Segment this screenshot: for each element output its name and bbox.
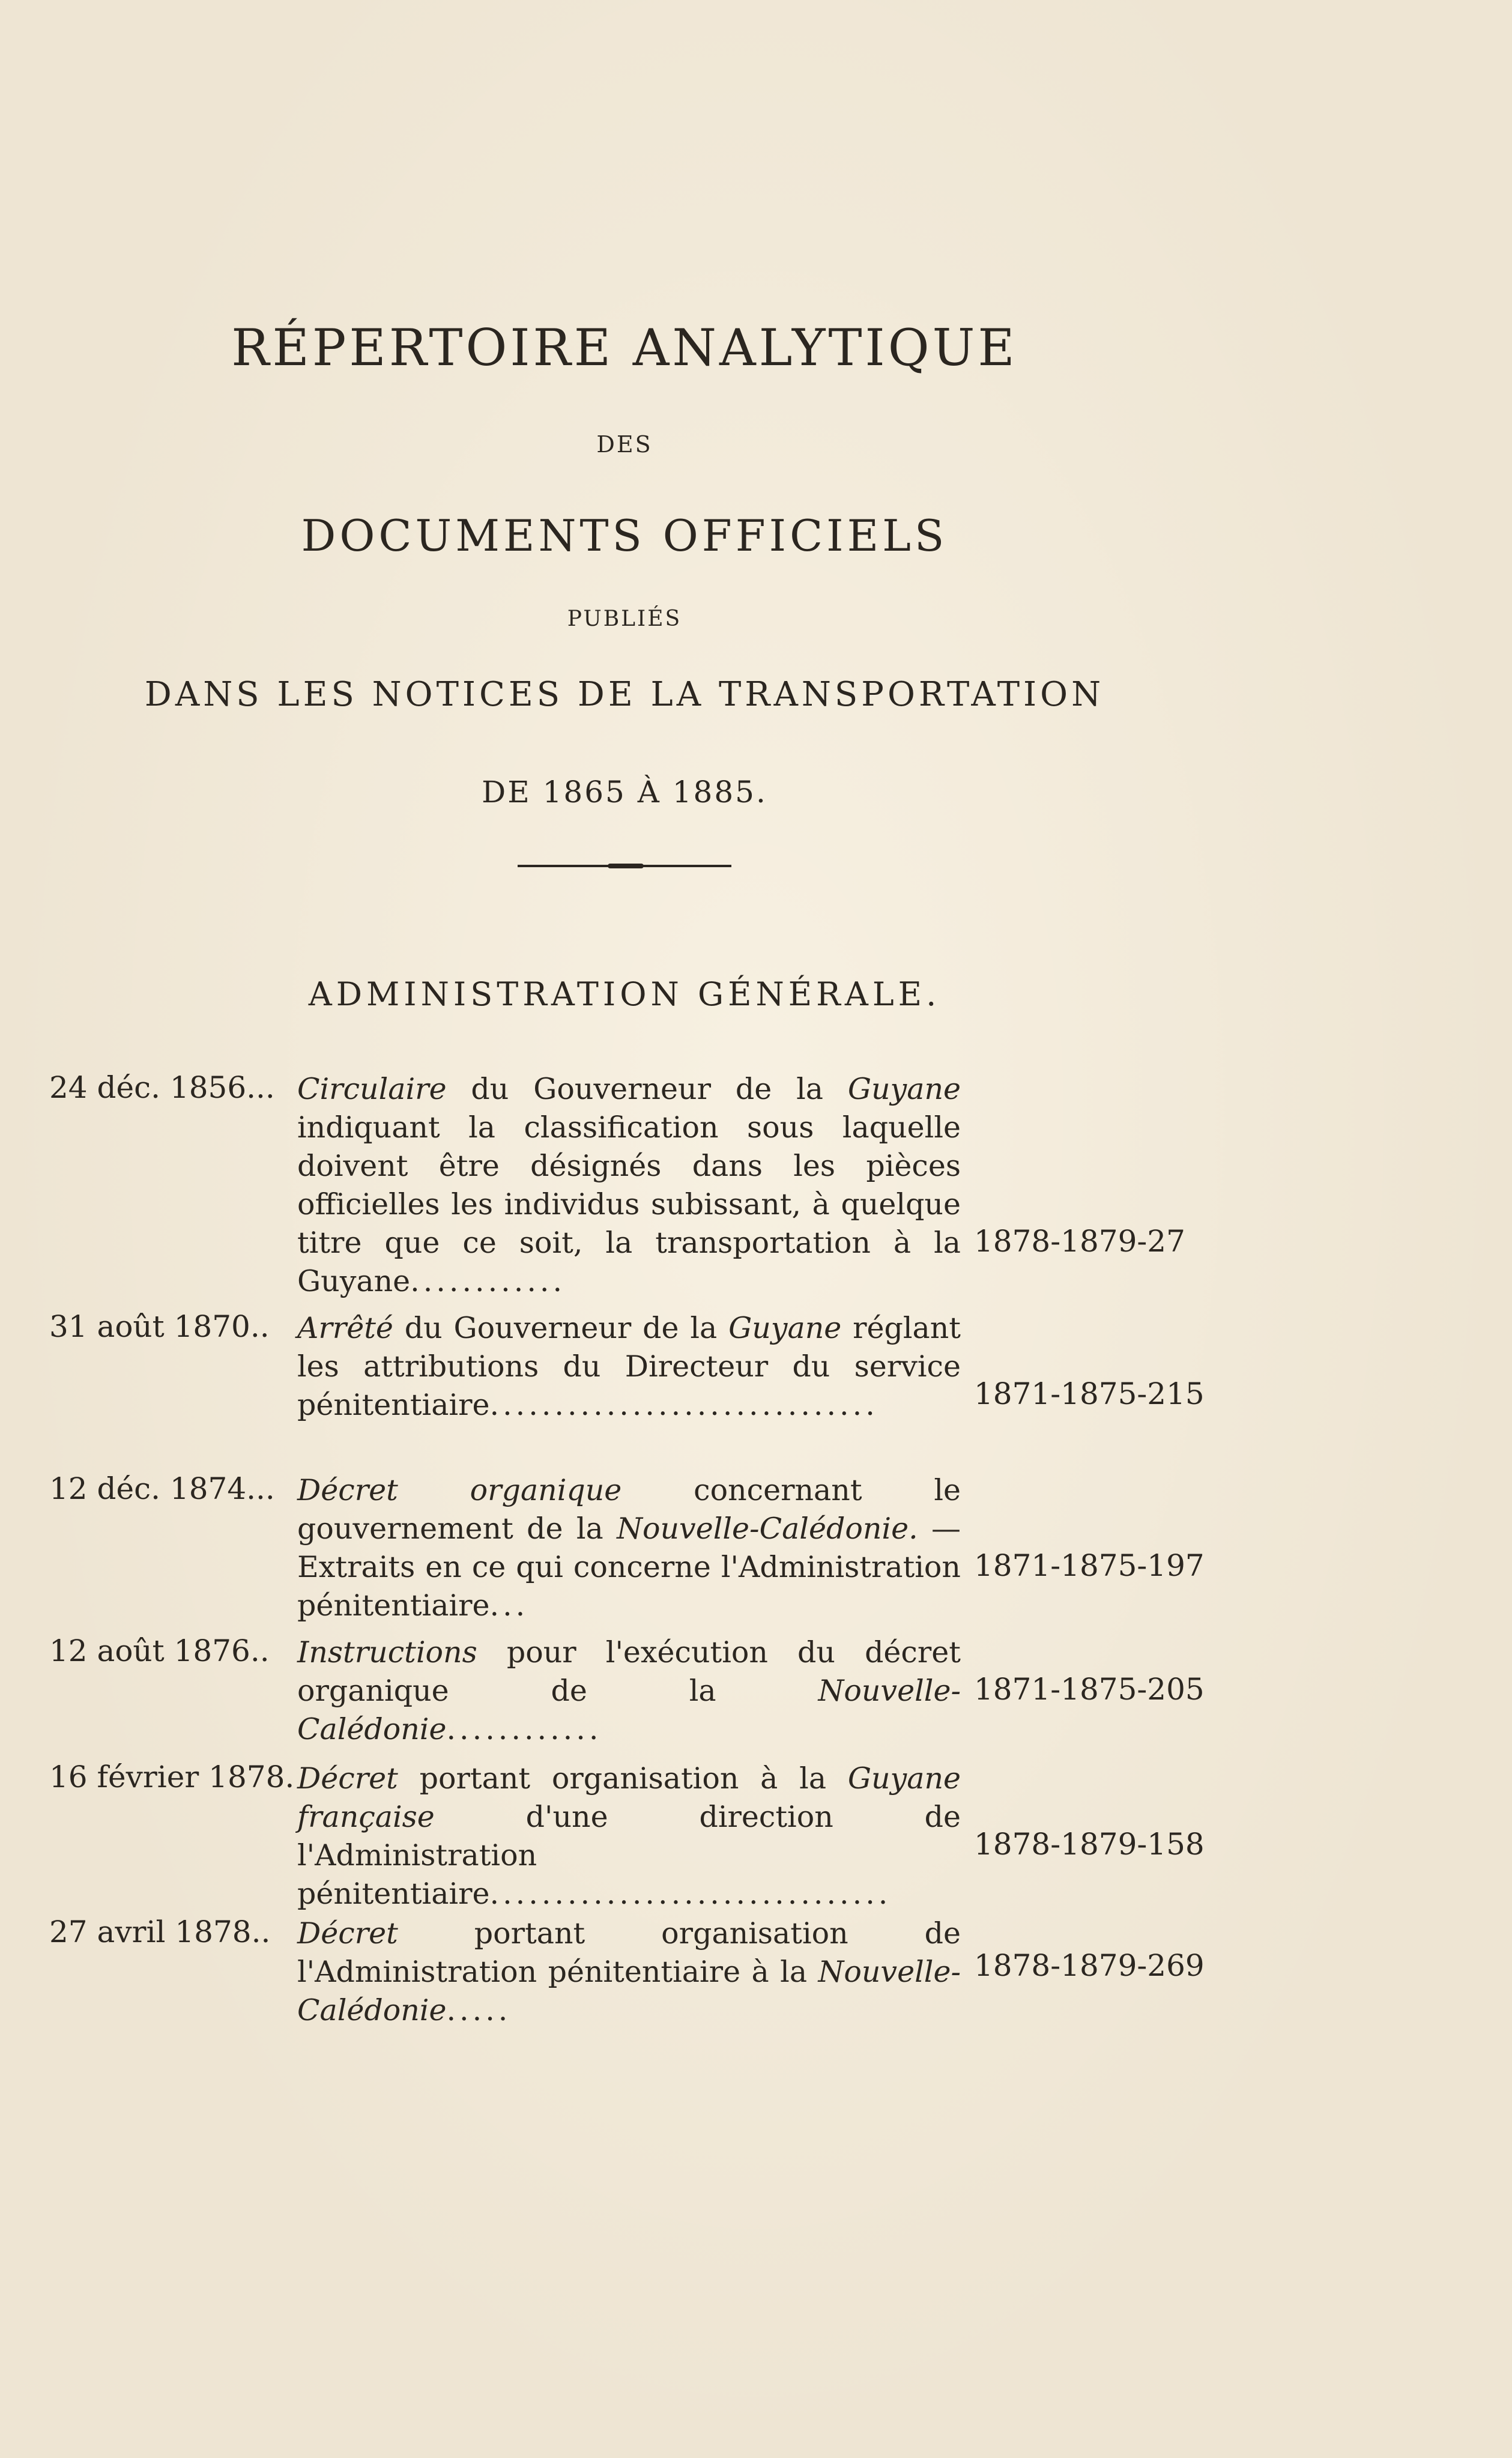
entry-kind: Décret: [297, 1761, 398, 1796]
entry-reference: 1878-1879-27: [974, 1224, 1185, 1259]
entry-text-a: du Gouverneur de la: [393, 1311, 729, 1345]
entry-place: Nouvelle-Calédonie: [297, 1955, 961, 2027]
entry-text-b: indiquant la classification sous laquelle doivent être désignés dans les pièces officielles les individus subissant, à quelque titre que ce soit, la transportation à la Guyane: [297, 1110, 961, 1298]
entry-kind: Décret organique: [297, 1473, 622, 1507]
entry-text-b: — Extraits en ce qui concerne l'Administration pénitentiaire: [297, 1512, 961, 1623]
entry-date: 24 déc. 1856...: [49, 1070, 275, 1105]
entry-description: [297, 1915, 961, 2030]
entry-leader-dots: ...............................: [489, 1877, 892, 1911]
entry-leader-dots: .....: [446, 1993, 512, 2027]
entry-reference: 1871-1875-215: [974, 1376, 1205, 1411]
entry-date: 16 février 1878.: [49, 1760, 295, 1794]
entry-leader-dots: ...: [489, 1588, 529, 1623]
heading-publies: PUBLIÉS: [567, 607, 682, 631]
entry-text-b: réglant les attributions du Directeur du service pénitentiaire: [297, 1311, 961, 1422]
entry-place: Nouvelle-Calédonie: [297, 1674, 961, 1746]
entry-kind: Instructions: [297, 1635, 477, 1669]
entry-description: [297, 1633, 961, 1749]
entry-text-b: d'une direction de l'Administration pénitentiaire: [297, 1800, 961, 1911]
entry-kind: Décret: [297, 1916, 398, 1951]
entry-text-a: pour l'exécution du décret organique de la: [297, 1635, 961, 1708]
entry-place: Guyane: [847, 1072, 961, 1106]
entry-place: Guyane: [728, 1311, 842, 1345]
heading-years: DE 1865 À 1885.: [482, 775, 767, 810]
entry-reference: 1878-1879-269: [974, 1948, 1205, 1983]
divider-rule: [518, 865, 731, 867]
entry-reference: 1871-1875-205: [974, 1672, 1205, 1707]
entry-date: 12 déc. 1874...: [49, 1471, 275, 1506]
entry-description: [297, 1309, 961, 1424]
entry-date: 31 août 1870..: [49, 1309, 270, 1344]
entry-place: Guyane française: [297, 1761, 961, 1834]
page-subtitle: DOCUMENTS OFFICIELS: [301, 510, 948, 561]
heading-notices: DANS LES NOTICES DE LA TRANSPORTATION: [144, 675, 1105, 714]
entry-kind: Circulaire: [297, 1072, 447, 1106]
entry-description: [297, 1760, 961, 1913]
page-title: RÉPERTOIRE ANALYTIQUE: [231, 318, 1018, 377]
entry-kind: Arrêté: [297, 1311, 393, 1345]
entry-leader-dots: ..............................: [489, 1388, 878, 1422]
entry-text-a: du Gouverneur de la: [446, 1072, 848, 1106]
entry-description: [297, 1471, 961, 1625]
entry-reference: 1878-1879-158: [974, 1827, 1205, 1862]
entry-leader-dots: ............: [446, 1712, 602, 1746]
entry-date: 27 avril 1878..: [49, 1915, 271, 1949]
entry-text-a: concernant le gouvernement de la: [297, 1473, 961, 1546]
entry-text-a: portant organisation de l'Administration pénitentiaire à la: [297, 1916, 961, 1989]
entry-place: Nouvelle-Calédonie.: [617, 1512, 918, 1546]
entry-leader-dots: ............: [410, 1264, 566, 1298]
heading-des: DES: [596, 431, 653, 458]
entry-description: [297, 1070, 961, 1301]
section-title: ADMINISTRATION GÉNÉRALE.: [308, 975, 941, 1013]
entry-text-a: portant organisation à la: [398, 1761, 848, 1796]
entry-date: 12 août 1876..: [49, 1633, 270, 1668]
entry-reference: 1871-1875-197: [974, 1548, 1205, 1583]
